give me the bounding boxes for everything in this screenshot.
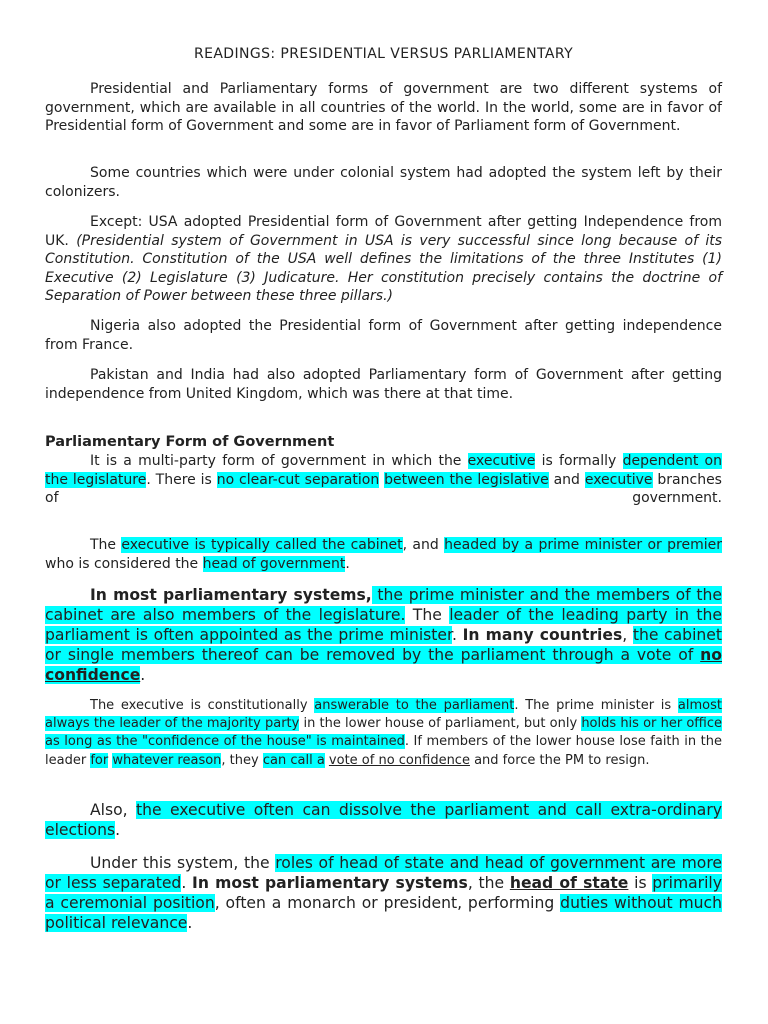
highlight-run: the prime minister and the members of the cabinet are also members of the legislature. bbox=[45, 586, 722, 624]
text-run: Also, bbox=[90, 801, 136, 819]
highlight-run: executive is typically called the cabinet bbox=[121, 537, 403, 553]
paragraph-text: Presidential and Parliamentary forms of government are two different systems of government, which are available in all countries of the world. In the world, some are in favor of Presidential form of Government and some are in favor of Parliament form of Government. bbox=[45, 81, 722, 134]
highlight-run: dependent on the legislature bbox=[45, 453, 722, 488]
paragraph-pakistan-india bbox=[45, 366, 722, 403]
text-run: The bbox=[90, 537, 122, 553]
paragraph-text bbox=[45, 697, 722, 770]
highlight-run: whatever reason bbox=[112, 752, 222, 768]
bold-run: In many countries bbox=[462, 626, 623, 644]
paragraph-text bbox=[45, 452, 722, 508]
highlight-run: can call a bbox=[262, 752, 325, 768]
text-run: . bbox=[345, 555, 350, 572]
text-run: The bbox=[405, 606, 450, 624]
paragraph-colonial bbox=[45, 164, 722, 201]
paragraph-text bbox=[45, 800, 722, 840]
text-run: . bbox=[115, 821, 121, 839]
paragraph-systems bbox=[45, 585, 722, 685]
highlight-run: almost always the leader of the majority party bbox=[45, 698, 722, 732]
paragraph-definition bbox=[45, 452, 722, 508]
text-run: and force the PM to resign. bbox=[469, 752, 650, 768]
paragraph-text: Pakistan and India had also adopted Parliamentary form of Government after getting independence from United Kingdom, which was there at that time. bbox=[45, 367, 722, 402]
paragraph-text bbox=[45, 213, 722, 306]
text-run: The executive is constitutionally bbox=[90, 698, 315, 713]
highlight-run: holds his or her office as long as the "confidence of the house" is maintained bbox=[45, 716, 722, 750]
text-run: is formally bbox=[535, 453, 623, 469]
highlight-run: primarily a ceremonial position bbox=[45, 874, 722, 912]
highlight-run: duties without much political relevance bbox=[45, 894, 723, 932]
text-run: , often a monarch or president, performing bbox=[214, 894, 561, 912]
paragraph-dissolve bbox=[45, 800, 722, 840]
text-run: , they bbox=[221, 752, 263, 768]
text-run: . bbox=[140, 666, 146, 684]
paragraph-nigeria bbox=[45, 317, 722, 354]
text-run: who is considered the bbox=[45, 555, 203, 572]
section-heading: Parliamentary Form of Government bbox=[45, 434, 335, 450]
highlight-run: the cabinet or single members thereof can be removed by the parliament through a vote of bbox=[45, 626, 722, 664]
paragraph-intro bbox=[45, 80, 722, 136]
text-run: in the lower house of parliament, but only bbox=[299, 716, 582, 732]
bold-run: In most parliamentary systems bbox=[192, 874, 468, 892]
text-run: . The prime minister is bbox=[514, 698, 678, 713]
highlight-run: executive bbox=[467, 453, 536, 469]
text-run: . bbox=[187, 914, 193, 932]
paragraph-executive bbox=[45, 697, 722, 770]
text-run: and bbox=[548, 471, 585, 488]
text-run: . There is bbox=[146, 471, 217, 488]
paragraph-text: Some countries which were under colonial system had adopted the system left by their colonizers. bbox=[45, 165, 722, 200]
text-run: is bbox=[628, 874, 653, 892]
text-run: Under this system, the bbox=[90, 854, 276, 872]
bold-underline-run: no confidence bbox=[45, 646, 722, 684]
usa-plain-text: Except: USA adopted Presidential form of Government after getting Independence from UK. bbox=[45, 214, 722, 249]
document-title: READINGS: PRESIDENTIAL VERSUS PARLIAMENTARY bbox=[193, 46, 574, 62]
bold-underline-run: head of state bbox=[509, 874, 629, 892]
paragraph-text bbox=[45, 853, 722, 933]
text-run: . bbox=[181, 874, 193, 892]
text-run: . bbox=[452, 626, 463, 644]
highlight-run: between the legislative bbox=[384, 471, 549, 488]
text-run: , bbox=[622, 626, 633, 644]
underline-run: vote of no confidence bbox=[328, 752, 470, 768]
paragraph-cabinet bbox=[45, 536, 722, 573]
text-run: , the bbox=[467, 874, 510, 892]
highlight-run: roles of head of state and head of government are more or less separated bbox=[45, 854, 722, 892]
highlight-run: executive bbox=[584, 471, 653, 488]
text-run: It is a multi-party form of government in which the bbox=[90, 453, 468, 469]
highlight-run: leader of the leading party in the parliament is often appointed as the prime minister bbox=[45, 606, 722, 644]
text-run: , and bbox=[402, 537, 445, 553]
highlight-run: for bbox=[90, 752, 109, 768]
bold-run: In most parliamentary systems, bbox=[90, 586, 372, 604]
text-run: branches of government. bbox=[45, 471, 722, 506]
highlight-run: headed by a prime minister or premier bbox=[444, 537, 722, 553]
text-run: . If members of the lower house lose faith in the leader bbox=[45, 734, 723, 768]
highlight-run: no clear-cut separation bbox=[216, 471, 380, 488]
paragraph-text bbox=[45, 585, 722, 685]
highlight-run: the executive often can dissolve the parliament and call extra-ordinary elections bbox=[45, 801, 722, 839]
highlight-run: answerable to the parliament bbox=[314, 698, 515, 713]
highlight-run: head of government bbox=[202, 555, 346, 572]
paragraph-text: Nigeria also adopted the Presidential form of Government after getting independence from France. bbox=[45, 318, 722, 353]
paragraph-usa bbox=[45, 213, 722, 306]
paragraph-text bbox=[45, 536, 722, 573]
paragraph-head-of-state bbox=[45, 853, 722, 933]
usa-italic-text: (Presidential system of Government in USA is very successful since long because of its Constitution. Constitution of the USA well defines the limitations of the three Institutes (1) Executive (2) Legislature (3) Judicature. Her constitution precisely contains the doctrine of Separation of Power between these three pillars.) bbox=[45, 232, 722, 304]
